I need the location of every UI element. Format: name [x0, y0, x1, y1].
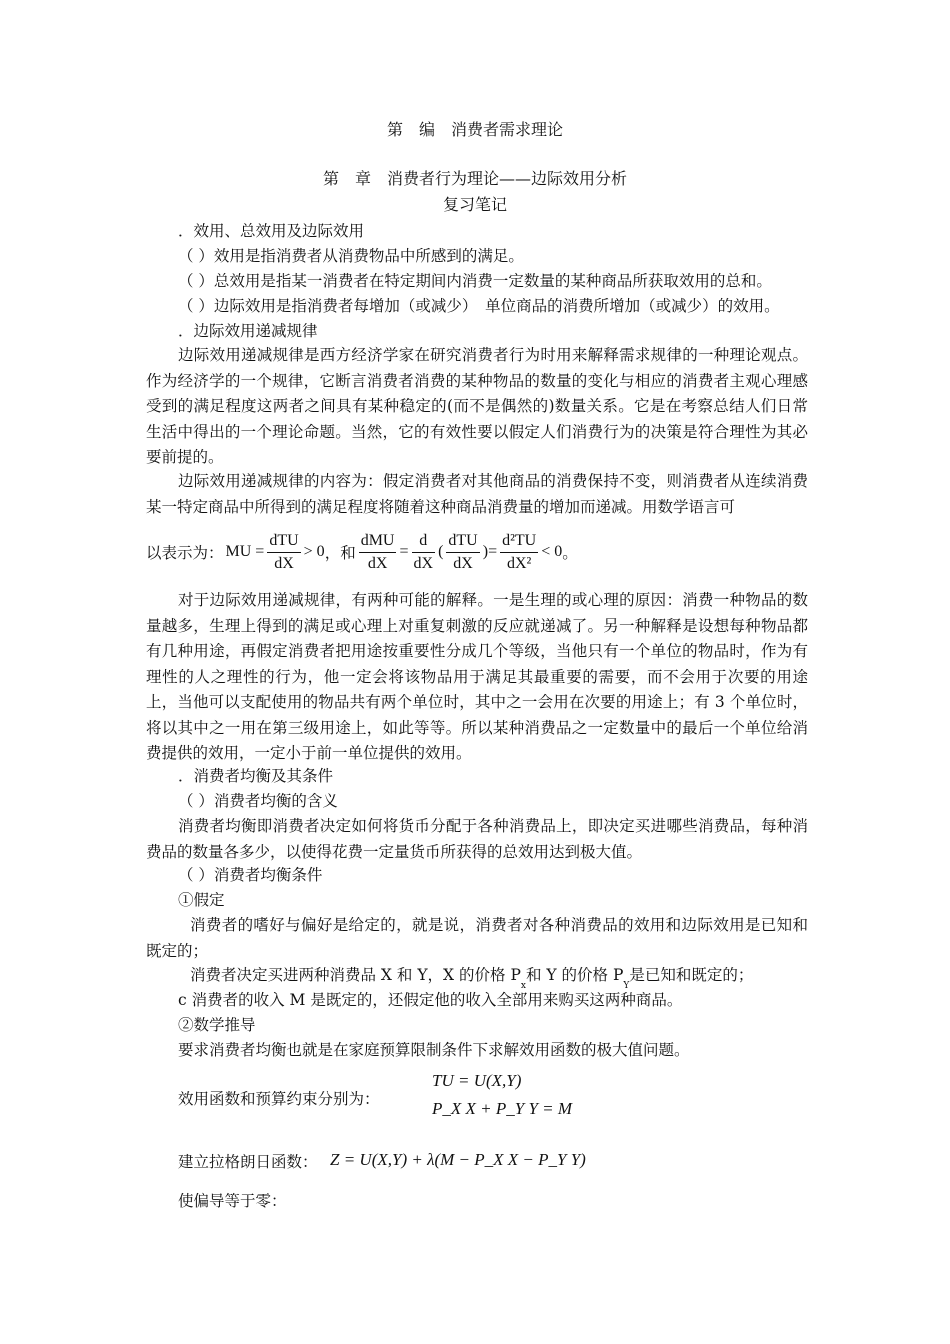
section-1-item-1: （ ）效用是指消费者从消费物品中所感到的满足。 — [178, 247, 524, 265]
utility-function: TU = U(X,Y) — [432, 1071, 522, 1090]
assumption-a: 消费者的嗜好与偏好是给定的，就是说，消费者对各种消费品的效用和边际效用是已知和既定的； — [146, 916, 808, 960]
denominator-dx2: dX² — [506, 554, 532, 572]
review-notes-subtitle: 复习笔记 — [442, 195, 507, 214]
numerator-dmu: dMU — [359, 530, 397, 553]
equals-sign: = — [399, 543, 409, 560]
denominator-dx-inner: dX — [453, 554, 473, 572]
equals-sign-2: = — [488, 543, 498, 560]
denominator-dx-2: dX — [367, 554, 388, 572]
numerator-dtu: dTU — [267, 530, 300, 553]
lt-zero: < 0 — [541, 543, 563, 560]
fraction-d-dx — [412, 530, 436, 575]
fraction-dmu-dx — [359, 530, 397, 575]
denominator-dx-3: dX — [413, 554, 434, 572]
section-3-sub-1: （ ）消费者均衡的含义 — [178, 792, 338, 810]
section-1-item-3: （ ）边际效用是指消费者每增加（或减少） 单位商品的消费所增加（或减少）的效用。 — [178, 297, 780, 315]
formula-and-text: ，和 — [324, 545, 356, 562]
fraction-dtu-dx-inner — [446, 530, 479, 575]
mu-lhs: MU = — [225, 543, 265, 560]
lagrange-label: 建立拉格朗日函数： — [178, 1153, 318, 1171]
part-title: 第 编 消费者需求理论 — [386, 120, 563, 139]
assumption-heading: ①假定 — [178, 891, 225, 909]
partial-derivative-text: 使偏导等于零： — [178, 1192, 287, 1210]
fraction-d2tu-dx2 — [500, 530, 538, 575]
gt-zero: > 0 — [303, 543, 325, 560]
sub-x: x — [520, 981, 526, 992]
assumption-c: c 消费者的收入 M 是既定的，还假定他的收入全部用来购买这两种商品。 — [178, 991, 683, 1009]
section-3-paragraph-2: 要求消费者均衡也就是在家庭预算限制条件下求解效用函数的极大值问题。 — [178, 1041, 690, 1059]
function-label: 效用函数和预算约束分别为： — [178, 1090, 380, 1108]
section-2-paragraph-3: 对于边际效用递减规律，有两种可能的解释。一是生理的或心理的原因：消费一种物品的数量越多，生理上得到的满足或心理上对重复刺激的反应就递减了。另一种解释是设想每种物品都有几种用途，再假定消费者把用途按重要性分成几个等级，当他只有一个单位的物品时，作为有理性的人之理性的行为，他一定会将该物品用于满足其最重要的需要，而不会用于次要的用途上，当他可以支配使用的物品共有两个单位时，其中之一会用在次要的用途上；有 3 个单位时，将以其中之一用在第三级用途上，如此等等。所以某种消费品之一定数量中的最后一个单位给消费提供的效用，一定小于前一单位提供的效用。 — [146, 591, 808, 762]
marginal-utility-formula — [146, 526, 578, 578]
left-paren: ( — [438, 543, 444, 560]
assumption-b-pre: 消费者决定买进两种消费品 X 和 Y，X 的价格 P — [190, 966, 521, 984]
formula-end-period: 。 — [562, 545, 578, 562]
section-3-paragraph-1: 消费者均衡即消费者决定如何将货币分配于各种消费品上，即决定买进哪些消费品，每种消费品的数量各多少，以使得花费一定量货币所获得的总效用达到极大值。 — [146, 817, 808, 861]
section-1-item-2: （ ）总效用是指某一消费者在特定期间内消费一定数量的某种商品所获取效用的总和。 — [178, 272, 772, 290]
assumption-b-post: 是已知和既定的； — [629, 966, 754, 984]
right-paren: ) — [482, 543, 489, 560]
assumption-b-mid: 和 Y 的价格 P — [525, 966, 624, 984]
section-2-paragraph-2: 边际效用递减规律的内容为：假定消费者对其他商品的消费保持不变，则消费者从连续消费某一特定商品中所得到的满足程度将随着这种商品消费量的增加而递减。用数学语言可 — [146, 472, 808, 516]
numerator-d2tu: d²TU — [500, 530, 538, 553]
section-1-heading: ．效用、总效用及边际效用 — [178, 222, 365, 240]
fraction-dtu-dx — [267, 530, 300, 575]
sub-y: Y — [623, 981, 630, 992]
section-3-sub-2: （ ）消费者均衡条件 — [178, 866, 323, 884]
section-3-heading: ．消费者均衡及其条件 — [178, 767, 334, 785]
numerator-dtu-inner: dTU — [446, 530, 479, 553]
budget-constraint: P_X X + P_Y Y = M — [432, 1099, 573, 1118]
denominator-dx: dX — [274, 554, 294, 572]
formula-lead-text: 以表示为： — [146, 545, 224, 562]
numerator-d: d — [412, 530, 436, 553]
section-2-paragraph-1: 边际效用递减规律是西方经济学家在研究消费者行为时用来解释需求规律的一种理论观点。作为经济学的一个规律，它断言消费者消费的某种物品的数量的变化与相应的消费者主观心理感受到的满足程度这两者之间具有某种稳定的(而不是偶然的)数量关系。它是在考察总结人们日常生活中得出的一个理论命题。当然，它的有效性要以假定人们消费行为的决策是符合理性为其必要前提的。 — [146, 346, 808, 466]
chapter-title: 第 章 消费者行为理论——边际效用分析 — [322, 169, 627, 188]
derivation-heading: ②数学推导 — [178, 1016, 256, 1034]
lagrange-function: Z = U(X,Y) + λ(M − P_X X − P_Y Y) — [330, 1150, 586, 1169]
section-2-heading: ．边际效用递减规律 — [178, 322, 318, 340]
